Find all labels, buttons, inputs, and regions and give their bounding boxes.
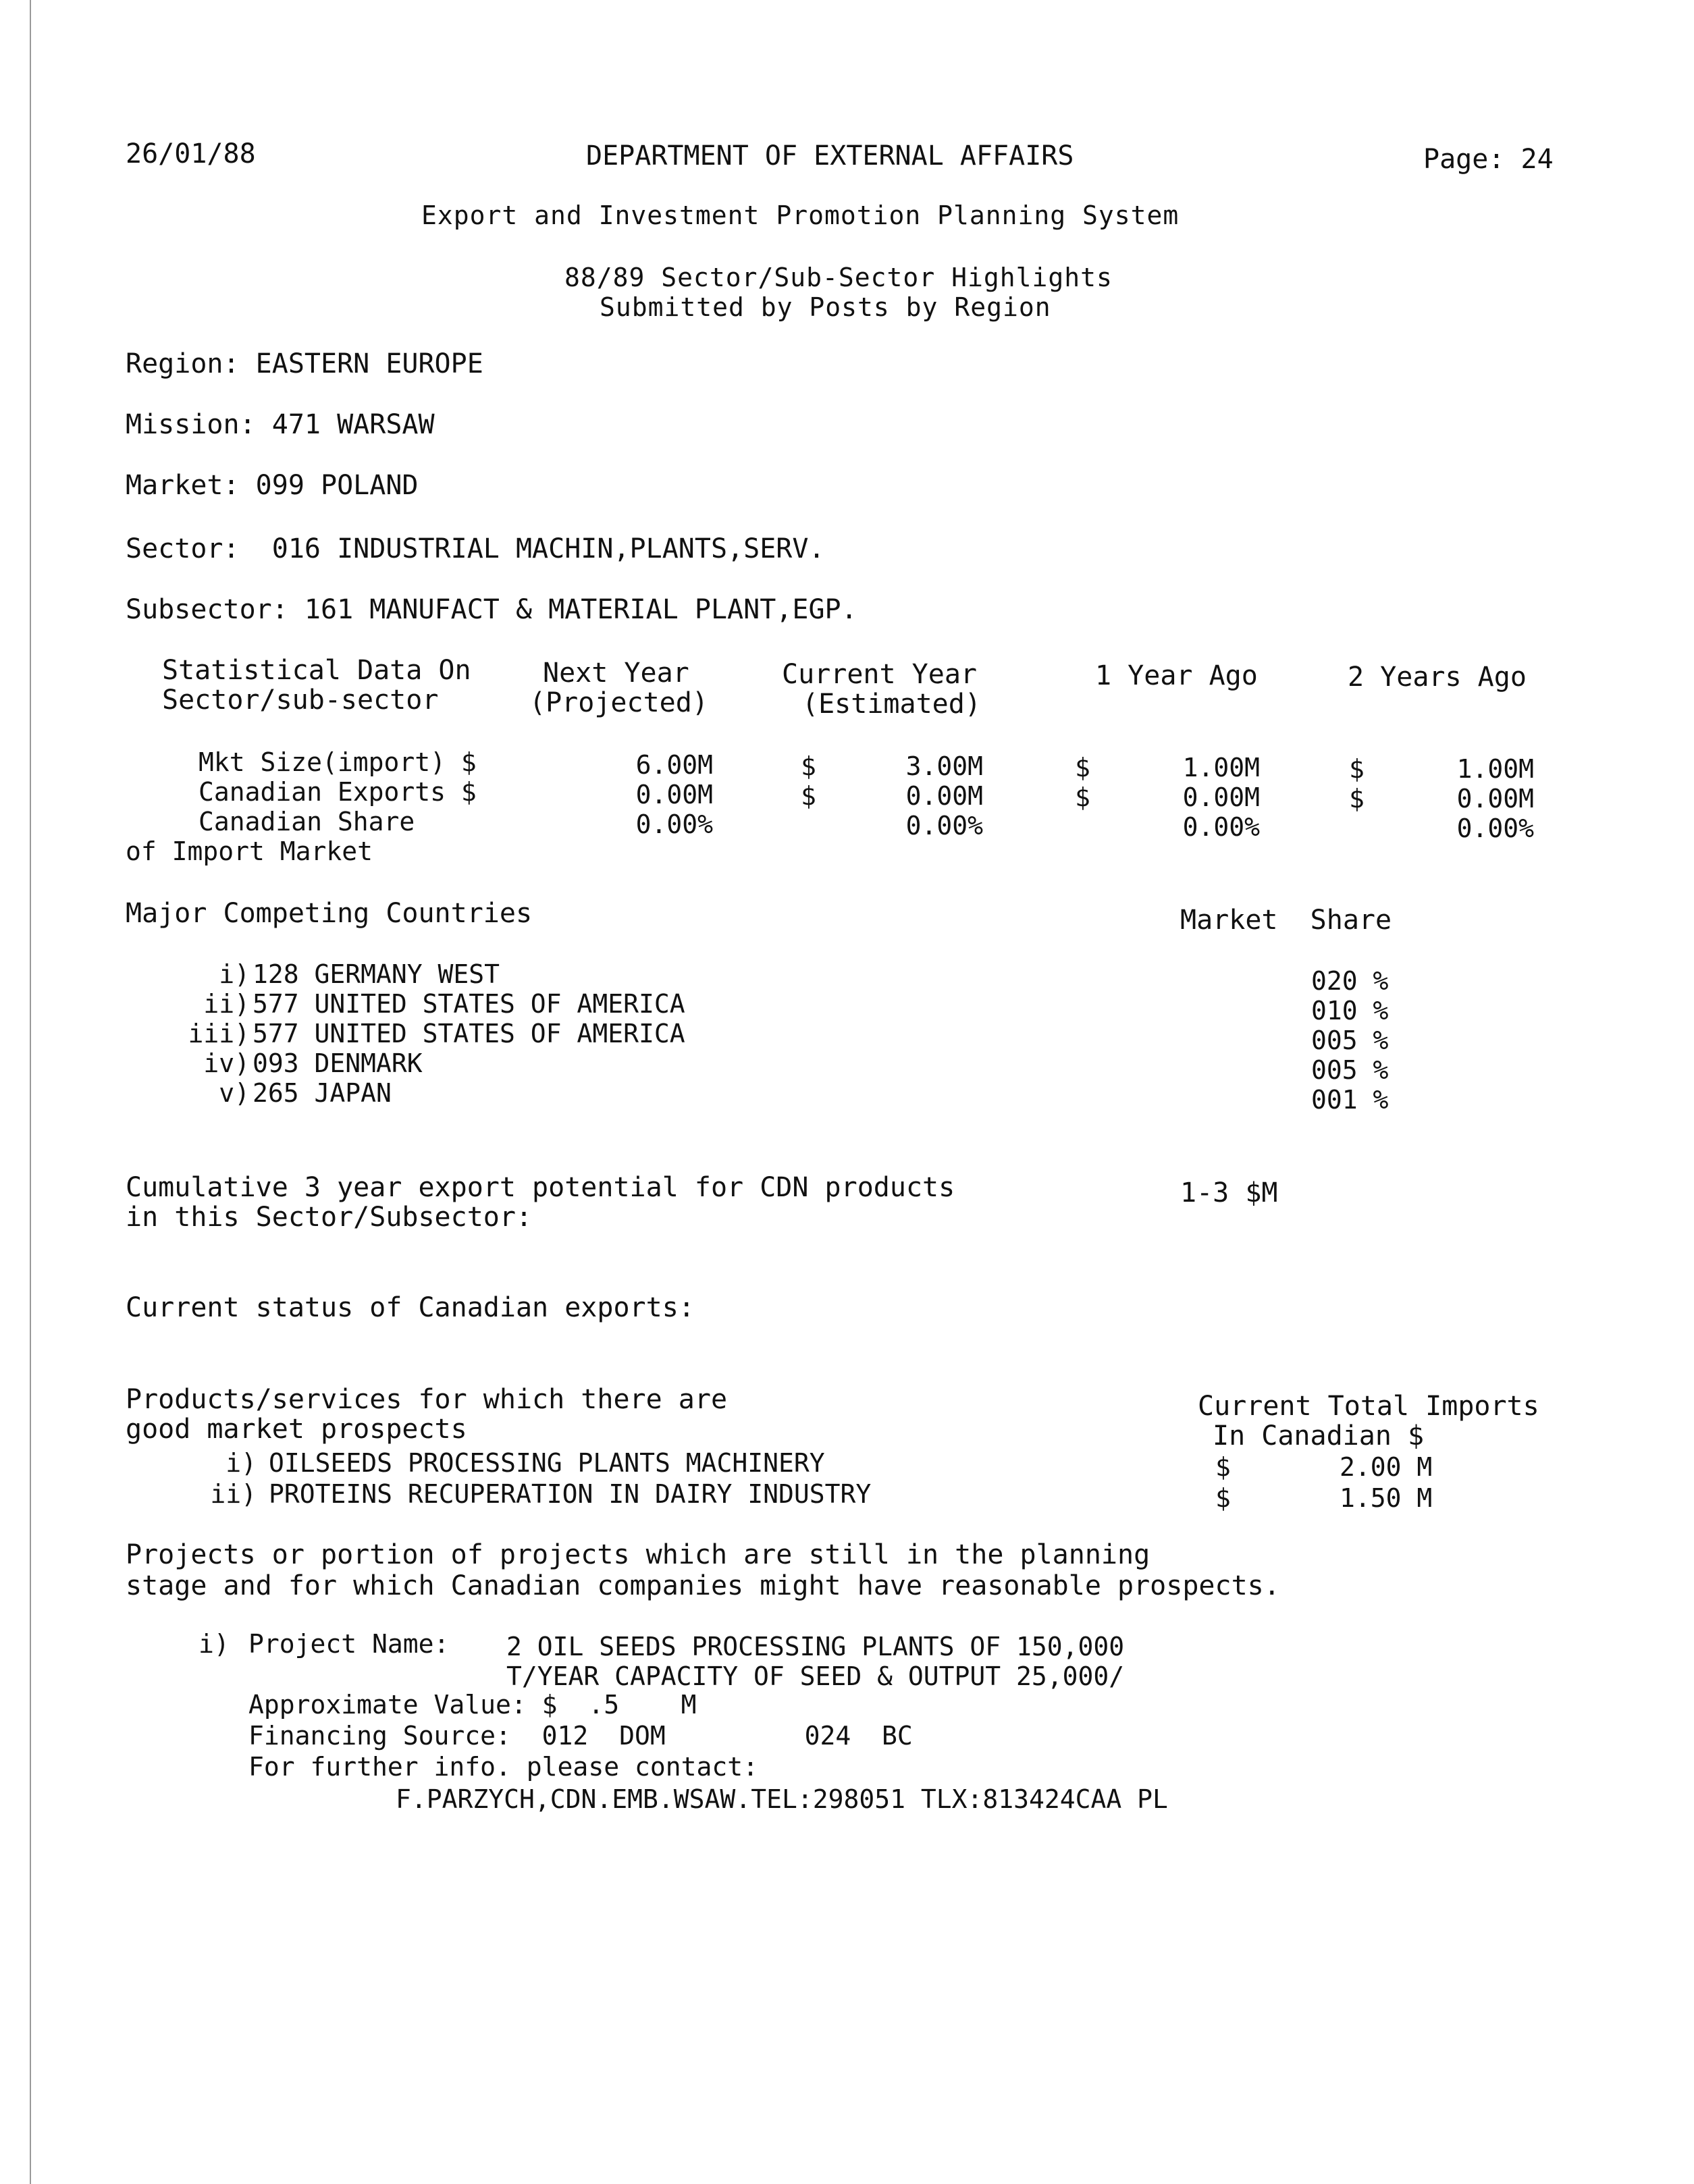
- stats-row-label: Canadian Share: [198, 807, 415, 836]
- current-status: Current status of Canadian exports:: [126, 1292, 695, 1323]
- system-title: Export and Investment Promotion Planning System: [421, 201, 1180, 230]
- project-approx-value: Approximate Value: $ .5 M: [248, 1690, 697, 1720]
- stats-cell-1yr: 0.00%: [1182, 812, 1260, 842]
- stats-cell-2yr: 0.00%: [1456, 814, 1534, 843]
- stats-header-label-1: Statistical Data On: [162, 655, 471, 686]
- competitor-country: 093 DENMARK: [253, 1048, 423, 1078]
- stats-cell-1yr: 1.00M: [1182, 753, 1260, 782]
- competitors-heading: Major Competing Countries: [126, 898, 533, 929]
- competitor-country: 128 GERMANY WEST: [253, 959, 500, 989]
- page-number: Page: 24: [1423, 144, 1554, 175]
- stats-cell-current: 0.00%: [905, 811, 983, 841]
- stats-header-current-1: Current Year: [782, 659, 977, 690]
- projects-intro-2: stage and for which Canadian companies might have reasonable prospects.: [126, 1570, 1280, 1601]
- competitor-num: v): [219, 1078, 250, 1108]
- subsector-field: Subsector: 161 MANUFACT & MATERIAL PLANT,EGP.: [126, 594, 857, 625]
- report-subtitle: Submitted by Posts by Region: [600, 292, 1051, 322]
- project-name-line2: T/YEAR CAPACITY OF SEED & OUTPUT 25,000/: [506, 1661, 1125, 1691]
- stats-cell-2yr: 0.00M: [1456, 784, 1534, 814]
- stats-row-label: Canadian Exports $: [198, 777, 477, 807]
- stats-cell-symbol: $: [801, 781, 816, 811]
- product-imports-value: 1.50 M: [1340, 1483, 1433, 1513]
- stats-header-1yr: 1 Year Ago: [1095, 660, 1258, 691]
- imports-heading-2: In Canadian $: [1213, 1420, 1425, 1451]
- product-currency: $: [1215, 1483, 1231, 1513]
- competitor-country: 577 UNITED STATES OF AMERICA: [253, 1019, 685, 1048]
- product-name: OILSEEDS PROCESSING PLANTS MACHINERY: [269, 1448, 825, 1478]
- stats-cell-current: 3.00M: [905, 751, 983, 781]
- products-heading-2: good market prospects: [126, 1414, 467, 1445]
- project-further-info: For further info. please contact:: [248, 1752, 758, 1782]
- product-name: PROTEINS RECUPERATION IN DAIRY INDUSTRY: [269, 1479, 872, 1509]
- stats-header-label-2: Sector/sub-sector: [162, 685, 439, 716]
- product-currency: $: [1215, 1452, 1231, 1482]
- project-financing: Financing Source: 012 DOM 024 BC: [248, 1721, 913, 1751]
- market-share-heading: Market Share: [1180, 905, 1392, 936]
- export-potential-value: 1-3 $M: [1180, 1177, 1278, 1208]
- stats-cell-symbol: $: [1349, 754, 1365, 784]
- report-date: 26/01/88: [126, 138, 256, 169]
- stats-row-label: Mkt Size(import) $: [198, 747, 477, 777]
- products-heading-1: Products/services for which there are: [126, 1384, 728, 1415]
- competitor-share: 005 %: [1311, 1026, 1389, 1055]
- export-potential-line1: Cumulative 3 year export potential for CDN products: [126, 1172, 955, 1203]
- project-contact: F.PARZYCH,CDN.EMB.WSAW.TEL:298051 TLX:813424CAA PL: [396, 1784, 1168, 1814]
- stats-row-label-cont: of Import Market: [126, 836, 373, 866]
- competitor-num: ii): [203, 989, 250, 1019]
- product-imports-value: 2.00 M: [1340, 1452, 1433, 1482]
- competitor-country: 265 JAPAN: [253, 1078, 392, 1108]
- report-title: 88/89 Sector/Sub-Sector Highlights: [564, 263, 1113, 292]
- competitor-num: iii): [188, 1019, 250, 1048]
- project-name-label: Project Name:: [248, 1629, 450, 1659]
- stats-header-current-2: (Estimated): [802, 689, 981, 720]
- region-field: Region: EASTERN EUROPE: [126, 348, 483, 379]
- stats-cell-next: 0.00%: [635, 809, 713, 839]
- sector-field: Sector: 016 INDUSTRIAL MACHIN,PLANTS,SERV.: [126, 533, 825, 564]
- product-num: ii): [210, 1479, 257, 1509]
- stats-cell-symbol: $: [1075, 753, 1090, 782]
- stats-header-2yr: 2 Years Ago: [1348, 662, 1527, 693]
- project-num: i): [198, 1629, 230, 1659]
- mission-field: Mission: 471 WARSAW: [126, 409, 435, 440]
- stats-cell-1yr: 0.00M: [1182, 782, 1260, 812]
- competitor-share: 010 %: [1311, 996, 1389, 1026]
- market-field: Market: 099 POLAND: [126, 470, 419, 501]
- stats-cell-next: 0.00M: [635, 780, 713, 809]
- stats-cell-symbol: $: [801, 751, 816, 781]
- competitor-country: 577 UNITED STATES OF AMERICA: [253, 989, 685, 1019]
- stats-header-next-2: (Projected): [529, 687, 708, 718]
- stats-cell-next: 6.00M: [635, 750, 713, 780]
- stats-cell-current: 0.00M: [905, 781, 983, 811]
- competitor-share: 020 %: [1311, 966, 1389, 996]
- stats-cell-symbol: $: [1349, 784, 1365, 814]
- stats-cell-symbol: $: [1075, 782, 1090, 812]
- department-title: DEPARTMENT OF EXTERNAL AFFAIRS: [586, 140, 1074, 171]
- imports-heading-1: Current Total Imports: [1198, 1391, 1539, 1422]
- export-potential-line2: in this Sector/Subsector:: [126, 1202, 533, 1233]
- competitor-num: iv): [203, 1048, 250, 1078]
- stats-cell-2yr: 1.00M: [1456, 754, 1534, 784]
- competitor-share: 001 %: [1311, 1085, 1389, 1115]
- page-edge-line: [30, 0, 31, 2184]
- projects-intro-1: Projects or portion of projects which are still in the planning: [126, 1539, 1150, 1570]
- project-name-line1: 2 OIL SEEDS PROCESSING PLANTS OF 150,000: [506, 1632, 1125, 1661]
- competitor-num: i): [219, 959, 250, 989]
- competitor-share: 005 %: [1311, 1055, 1389, 1085]
- product-num: i): [226, 1448, 257, 1478]
- stats-header-next-1: Next Year: [543, 658, 689, 689]
